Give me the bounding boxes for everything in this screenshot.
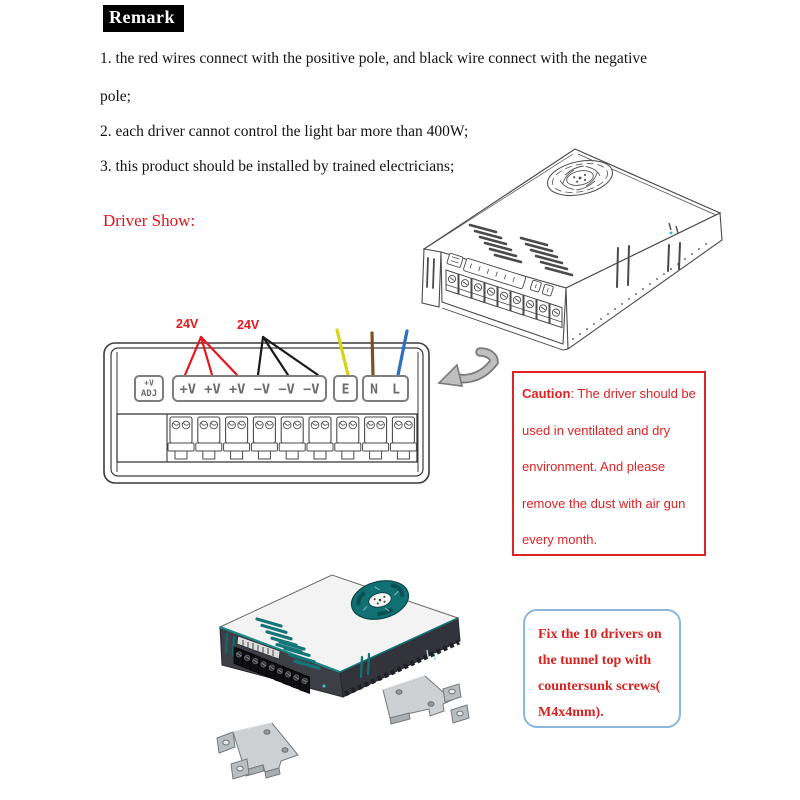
live-terminal-label: L [392,382,400,398]
positive-voltage-label: 24V [176,317,199,331]
adj-label-bottom: ADJ [140,389,158,399]
neutral-wire [372,333,373,375]
driver-show-label: Driver Show: [103,211,196,230]
mounting-note-line-4: M4x4mm). [538,705,604,720]
end-cap [422,249,441,307]
remark-line-3: 2. each driver cannot control the light bar more than 400W; [100,123,469,140]
mounting-note-callout [523,609,681,728]
output-terminals-label: +V +V +V −V −V −V [179,382,320,398]
remark-heading: Remark [103,5,184,32]
caution-title: Caution [522,386,571,401]
mounting-bracket-right [383,676,469,724]
remark-line-1: 1. the red wires connect with the positive pole, and black wire connect with the negative [100,50,648,67]
mounting-note-line-2: the tunnel top with [538,653,652,668]
remark-line-2: pole; [100,88,131,105]
caution-line-4: remove the dust with air gun [522,495,686,511]
caution-title-rest: : The driver should be [570,386,696,401]
caution-line-1 [522,379,700,416]
mounting-note-line-1: Fix the 10 drivers on [538,627,662,642]
caution-line-5: every month. [522,532,598,547]
caution-line-3: environment. And please [522,459,666,474]
earth-terminal-label: E [341,382,350,398]
adj-label-top: +V [144,378,154,388]
mounting-note-line-3: countersunk screws( [538,679,661,694]
power-supply-render-drawing [203,558,478,798]
cyan-dot [670,232,673,235]
caution-line-2: used in ventilated and dry [522,422,671,438]
mounting-bracket-left [217,723,298,779]
caution-callout [512,371,706,556]
curved-arrow-icon [436,346,500,406]
terminal-screw-cells [168,417,416,459]
remark-line-4: 3. this product should be installed by trained electricians; [100,158,455,175]
driver-front-panel-diagram [96,312,440,488]
power-supply-lineart-drawing [413,141,728,366]
neutral-terminal-label: N [370,382,378,398]
render-cyan-dot [323,685,326,688]
negative-voltage-label: 24V [237,318,260,332]
